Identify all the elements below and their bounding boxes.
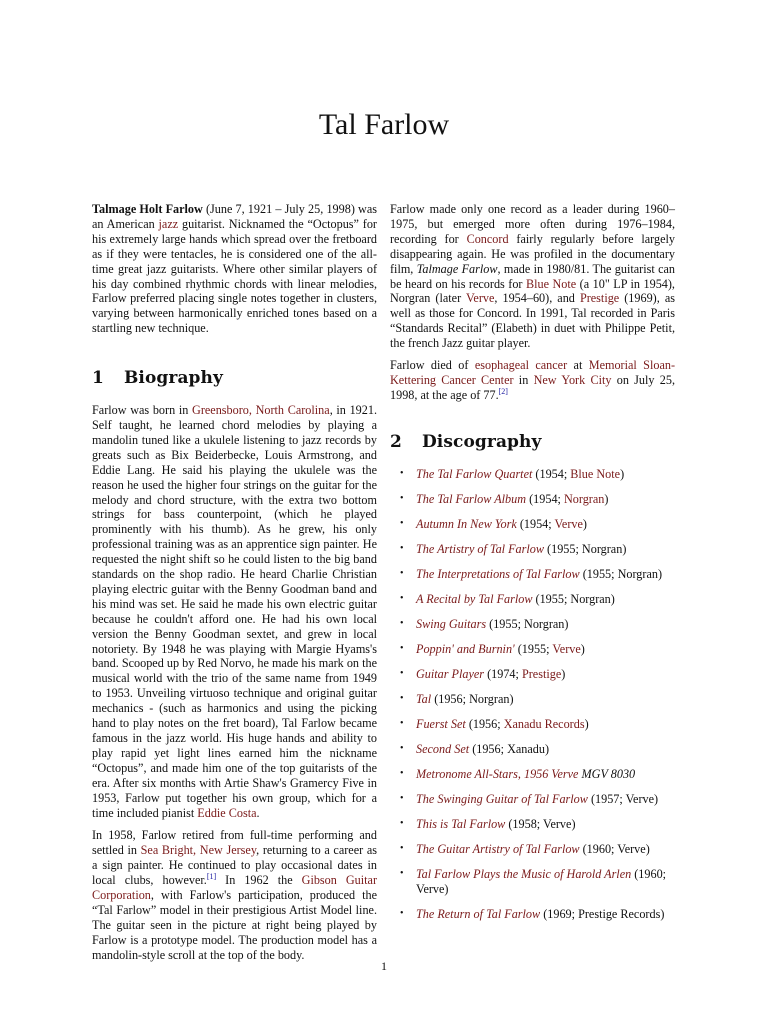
bullet-icon: •	[400, 492, 404, 504]
bullet-icon: •	[400, 717, 404, 729]
blue-note-link[interactable]: Blue Note	[525, 276, 577, 291]
album-title-link[interactable]: The Guitar Artistry of Tal Farlow	[416, 841, 580, 856]
record-label: Verve	[543, 816, 572, 831]
discography-item: • Poppin' and Burnin' (1955; Verve)	[400, 641, 585, 656]
page-number: 1	[381, 959, 387, 973]
left-column	[92, 202, 377, 971]
section-heading-biography	[92, 368, 377, 389]
record-label-link[interactable]: Blue Note	[570, 466, 621, 481]
bullet-icon: •	[400, 692, 404, 704]
bullet-icon: •	[400, 907, 404, 919]
section-number: 1	[92, 368, 104, 389]
bullet-icon: •	[400, 842, 404, 854]
eddie-costa-link[interactable]: Eddie Costa	[197, 805, 257, 820]
discography-item: • This is Tal Farlow (1958; Verve)	[400, 816, 576, 831]
biography-paragraph-2a: In 1958, Farlow retired from full-time performing and settled in Sea Bright, New Jersey, returning to a career as a sign painter. He continued to play occasional dates in local clubs, however.[1] In 1962 the Gibson Guitar Corporation, with Farlow's participation, produced the “Tal Farlow” model in their prestigious Artist Model line. The guitar seen in the picture at right being played by Farlow is a prototype model. The production model has a mandolin-style scroll at the top of the body.	[92, 828, 378, 962]
reference-1[interactable]: [1]	[206, 872, 217, 882]
record-label: Norgran	[617, 566, 658, 581]
bullet-icon: •	[400, 542, 404, 554]
album-title-link[interactable]: Tal Farlow Plays the Music of Harold Arlen	[416, 866, 632, 881]
album-title-link[interactable]: Swing Guitars	[416, 616, 487, 631]
bullet-icon: •	[400, 517, 404, 529]
record-label: Norgran	[581, 541, 623, 556]
album-title-link[interactable]: The Swinging Guitar of Tal Farlow	[416, 791, 588, 806]
record-label: Verve	[625, 791, 655, 806]
biography-paragraph-4: Farlow died of esophageal cancer at Memorial Sloan-Kettering Cancer Center in New York City on July 25, 1998, at the age of 77.[2]	[390, 358, 675, 402]
album-title-link[interactable]: The Return of Tal Farlow	[416, 906, 541, 921]
bullet-icon: •	[400, 667, 404, 679]
discography-item: • Guitar Player (1974; Prestige)	[400, 666, 566, 681]
discography-item: • The Guitar Artistry of Tal Farlow (1960; Verve)	[400, 841, 650, 856]
discography-item: • The Interpretations of Tal Farlow (1955; Norgran)	[400, 566, 663, 581]
reference-2[interactable]: [2]	[498, 386, 508, 396]
record-label: Prestige Records	[578, 906, 661, 921]
bullet-icon: •	[400, 617, 404, 629]
bullet-icon: •	[400, 767, 404, 779]
biography-paragraph-3: Farlow made only one record as a leader during 1960–1975, but emerged more often during 1976–1984, recording for Concord fairly regularly before largely disappearing again. He was profiled in the documentary film, Talmage Farlow, made in 1980/81. The guitarist can be heard on his records for Blue Note (a 10" LP in 1954), Norgran (later Verve, 1954–60), and Prestige (1969), as well as those for Concord. In 1991, Tal recorded in Paris “Standards Recital” (Elabeth) in duet with Philippe Petit, the french Jazz guitar player.	[390, 202, 675, 351]
gibson-link[interactable]: Gibson Guitar Corporation	[92, 873, 378, 903]
discography-item: • Tal (1956; Norgran)	[400, 691, 514, 706]
jazz-link[interactable]: jazz	[158, 216, 179, 231]
concord-link[interactable]: Concord	[466, 231, 509, 246]
record-label: Norgran	[469, 691, 510, 706]
album-title-link[interactable]: Second Set	[416, 741, 470, 756]
album-title-link[interactable]: Metronome All-Stars, 1956 Verve	[416, 766, 579, 781]
album-title-link[interactable]: The Tal Farlow Quartet	[416, 466, 533, 481]
album-title-link[interactable]: Guitar Player	[416, 666, 485, 681]
discography-item: • Swing Guitars (1955; Norgran)	[400, 616, 569, 631]
discography-item: • The Return of Tal Farlow (1969; Prestige Records)	[400, 906, 665, 921]
greensboro-link[interactable]: Greensboro, North Carolina	[192, 403, 330, 418]
bullet-icon: •	[400, 567, 404, 579]
album-title-link[interactable]: A Recital by Tal Farlow	[416, 591, 533, 606]
record-label-link[interactable]: Verve	[554, 516, 583, 531]
album-title-link[interactable]: Fuerst Set	[416, 716, 466, 731]
album-title-link[interactable]: The Artistry of Tal Farlow	[416, 541, 544, 556]
bullet-icon: •	[400, 742, 404, 754]
section-heading-discography	[390, 431, 675, 452]
discography-item: • The Swinging Guitar of Tal Farlow (1957; Verve)	[400, 791, 659, 806]
record-label: MGV 8030	[581, 766, 636, 781]
discography-list	[390, 467, 675, 922]
verve-link[interactable]: Verve	[465, 291, 495, 306]
record-label-link[interactable]: Verve	[552, 641, 581, 656]
album-title-link[interactable]: The Interpretations of Tal Farlow	[416, 566, 580, 581]
section-title: Discography	[421, 431, 542, 452]
discography-item: • The Tal Farlow Quartet (1954; Blue Note)	[400, 466, 625, 481]
section-title: Biography	[123, 368, 223, 389]
bullet-icon: •	[400, 792, 404, 804]
record-label-link[interactable]: Norgran	[563, 491, 605, 506]
discography-item: • Second Set (1956; Xanadu)	[400, 741, 550, 756]
biography-paragraph-1: Farlow was born in Greensboro, North Carolina, in 1921. Self taught, he learned chord melodies by playing a mandolin tuned like a ukulele listening to jazz records by greats such as Bix Beiderbecke, Louis Armstrong, and Eddie Lang. He said his playing the ukulele was the reason he used the higher four strings on the guitar for the melody and chord structure, with the extra two bottom strings for bass counterpoint, (which he played prominently with his thumb). As he grew, his only professional training was as an apprentice sign painter. He requested the night shift so he could listen to the big band standards on the shop radio. He heard Charlie Christian playing electric guitar with the Benny Goodman band and his mind was set. He said he made his own electric guitar because he couldn't afford one. He had his own local version the Benny Goodman sextet, and grew in local notoriety. By 1948 he was playing with Margie Hyams's band. Scooped up by Red Norvo, he made his mark on the musical world with the trio of the same name from 1949 to 1953. Unveiling virtuoso technique and original guitar mechanics - (such as harmonics and using the picking hand to play notes on the fret board), Tal Farlow became famous in the jazz world. His huge hands and ability to play rapid yet light lines earned him the nickname “Octopus”, and made him one of the top guitarists of the era. After six months with Artie Shaw's Gramercy Five in 1953, Farlow put together his own group, which for a time included pianist Eddie Costa.	[92, 403, 377, 820]
new-york-city-link[interactable]: New York City	[533, 372, 612, 387]
record-label-link[interactable]: Prestige	[521, 666, 562, 681]
discography-item: • A Recital by Tal Farlow (1955; Norgran)	[400, 591, 615, 606]
sloan-kettering-link[interactable]: Memorial Sloan-Kettering Cancer Center	[390, 358, 675, 387]
record-label: Norgran	[570, 591, 611, 606]
esophageal-cancer-link[interactable]: esophageal cancer	[474, 358, 568, 373]
bullet-icon: •	[400, 817, 404, 829]
discography-item: • Autumn In New York (1954; Verve)	[400, 516, 587, 531]
record-label: Norgran	[524, 616, 565, 631]
prestige-link[interactable]: Prestige	[579, 291, 620, 306]
record-label: Xanadu	[507, 741, 545, 756]
subject-name: Talmage Holt Farlow	[92, 202, 203, 216]
bullet-icon: •	[400, 867, 404, 879]
discography-item	[390, 767, 675, 782]
album-title-link[interactable]: Tal	[416, 691, 432, 706]
page-title: Tal Farlow	[318, 108, 450, 141]
film-title: Talmage Farlow	[416, 261, 498, 276]
record-label: Verve	[416, 881, 445, 896]
right-column	[390, 202, 675, 932]
bullet-icon: •	[400, 467, 404, 479]
discography-item: • Fuerst Set (1956; Xanadu Records)	[400, 716, 589, 731]
record-label: Verve	[617, 841, 646, 856]
discography-item: • The Tal Farlow Album (1954; Norgran)	[400, 491, 609, 506]
intro-paragraph: Talmage Holt Farlow (June 7, 1921 – July 25, 1998) was an American jazz guitarist. Nicknamed the “Octopus” for his extremely large hands which spread over the fretboard as if they were tentacles, he is considered one of the all-time great jazz guitarists. Where other similar players of his day combined rhythmic chords with linear melodies, Farlow preferred placing single notes together in clusters, varying between harmonically enriched tones based on a startling new technique.	[92, 202, 377, 336]
bullet-icon: •	[400, 642, 404, 654]
record-label-link[interactable]: Xanadu Records	[503, 716, 585, 731]
album-title-link[interactable]: Poppin' and Burnin'	[416, 641, 515, 656]
sea-bright-link[interactable]: Sea Bright, New Jersey	[140, 843, 257, 858]
album-title-link[interactable]: The Tal Farlow Album	[416, 491, 527, 506]
section-number: 2	[390, 431, 402, 452]
bullet-icon: •	[400, 592, 404, 604]
album-title-link[interactable]: This is Tal Farlow	[416, 816, 506, 831]
discography-item: • The Artistry of Tal Farlow (1955; Norgran)	[400, 541, 627, 556]
discography-item: • Tal Farlow Plays the Music of Harold Arlen (1960; Verve)	[400, 866, 667, 896]
album-title-link[interactable]: Autumn In New York	[416, 516, 517, 531]
